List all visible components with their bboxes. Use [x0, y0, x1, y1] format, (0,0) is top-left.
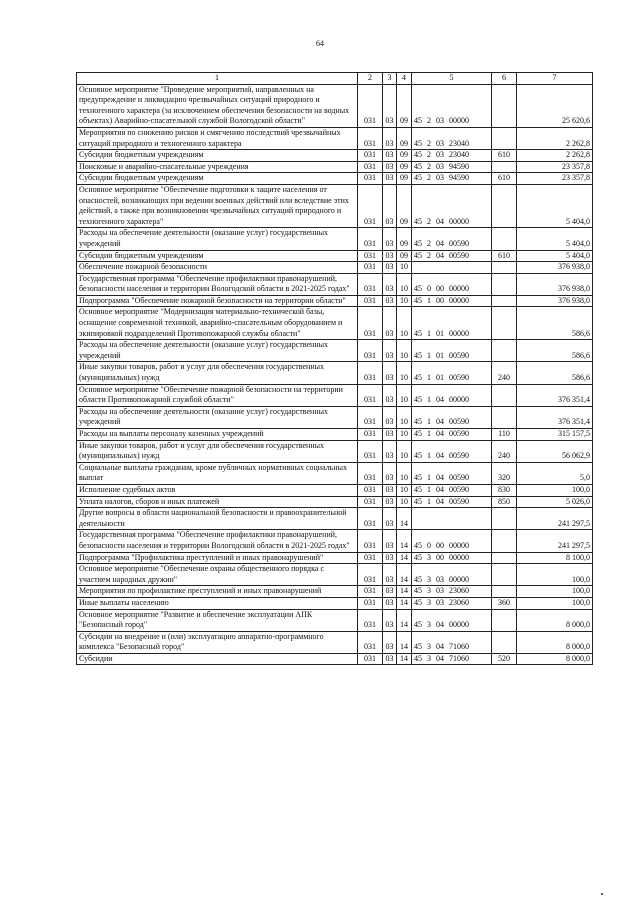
expense-type-cell [492, 228, 517, 250]
target-article-cell: 45 3 03 00000 [412, 564, 492, 586]
table-row [77, 484, 593, 496]
expense-type-cell [492, 161, 517, 173]
grbs-cell: 031 [358, 362, 383, 384]
section-cell: 03 [383, 384, 397, 406]
grbs-cell: 031 [358, 462, 383, 484]
amount-cell: 100,0 [517, 597, 593, 609]
target-article-cell: 45 1 01 00000 [412, 307, 492, 340]
grbs-cell: 031 [358, 631, 383, 653]
section-cell: 03 [383, 440, 397, 462]
target-article-cell: 45 3 03 23060 [412, 586, 492, 598]
column-header: 5 [412, 73, 492, 85]
row-name-cell: Основное мероприятие "Проведение мероприятий, направленных на предупреждение и ликвидацию чрезвычайных ситуаций природного и техногенного характера (за исключением обеспечения безопасности на водных объектах) Аварийно-спасательной службой Вологодской области" [77, 84, 358, 127]
subsection-cell: 14 [397, 552, 412, 564]
amount-cell: 2 262,8 [517, 127, 593, 149]
section-cell: 03 [383, 429, 397, 441]
amount-cell: 376 938,0 [517, 273, 593, 295]
table-row [77, 340, 593, 362]
target-article-cell: 45 2 04 00590 [412, 228, 492, 250]
table-row [77, 631, 593, 653]
subsection-cell: 10 [397, 262, 412, 274]
row-name-cell: Основное мероприятие "Обеспечение подготовки к защите населения от опасностей, возникающих при ведении военных действий или вследствие этих действий, а также при возникновении чрезвычайных ситуаций природного и техногенного характера" [77, 184, 358, 227]
amount-cell: 376 938,0 [517, 262, 593, 274]
subsection-cell: 10 [397, 440, 412, 462]
target-article-cell [412, 508, 492, 530]
subsection-cell: 09 [397, 150, 412, 162]
target-article-cell: 45 2 03 23040 [412, 150, 492, 162]
expense-type-cell [492, 84, 517, 127]
section-cell: 03 [383, 597, 397, 609]
row-name-cell: Государственная программа "Обеспечение профилактики правонарушений, безопасности населения и территории Вологодской области в 2021-2025 годах" [77, 273, 358, 295]
table-row [77, 429, 593, 441]
amount-cell: 586,6 [517, 362, 593, 384]
section-cell: 03 [383, 653, 397, 665]
grbs-cell: 031 [358, 586, 383, 598]
amount-cell: 5 404,0 [517, 228, 593, 250]
section-cell: 03 [383, 161, 397, 173]
grbs-cell: 031 [358, 530, 383, 552]
amount-cell: 56 062,9 [517, 440, 593, 462]
column-header: 2 [358, 73, 383, 85]
row-name-cell: Иные закупки товаров, работ и услуг для обеспечения государственных (муниципальных) нужд [77, 440, 358, 462]
column-header: 7 [517, 73, 593, 85]
subsection-cell: 10 [397, 340, 412, 362]
target-article-cell: 45 3 03 23060 [412, 597, 492, 609]
subsection-cell: 10 [397, 362, 412, 384]
subsection-cell: 09 [397, 184, 412, 227]
amount-cell: 5 026,0 [517, 496, 593, 508]
target-article-cell: 45 1 04 00590 [412, 406, 492, 428]
table-row [77, 262, 593, 274]
section-cell: 03 [383, 496, 397, 508]
target-article-cell: 45 2 03 94590 [412, 173, 492, 185]
amount-cell: 376 938,0 [517, 295, 593, 307]
subsection-cell: 10 [397, 295, 412, 307]
amount-cell: 100,0 [517, 564, 593, 586]
grbs-cell: 031 [358, 384, 383, 406]
grbs-cell: 031 [358, 609, 383, 631]
amount-cell: 5,0 [517, 462, 593, 484]
table-row [77, 84, 593, 127]
subsection-cell: 09 [397, 228, 412, 250]
amount-cell: 23 357,8 [517, 173, 593, 185]
grbs-cell: 031 [358, 307, 383, 340]
table-row [77, 406, 593, 428]
expense-type-cell: 830 [492, 484, 517, 496]
expense-type-cell [492, 406, 517, 428]
section-cell: 03 [383, 609, 397, 631]
budget-table [76, 72, 593, 665]
grbs-cell: 031 [358, 228, 383, 250]
target-article-cell: 45 2 04 00000 [412, 184, 492, 227]
table-row [77, 295, 593, 307]
column-header: 3 [383, 73, 397, 85]
target-article-cell [412, 262, 492, 274]
amount-cell: 241 297,5 [517, 508, 593, 530]
section-cell: 03 [383, 228, 397, 250]
target-article-cell: 45 2 03 94590 [412, 161, 492, 173]
expense-type-cell [492, 127, 517, 149]
expense-type-cell [492, 609, 517, 631]
table-body [77, 84, 593, 665]
amount-cell: 100,0 [517, 586, 593, 598]
target-article-cell: 45 0 00 00000 [412, 273, 492, 295]
amount-cell: 586,6 [517, 340, 593, 362]
subsection-cell: 14 [397, 653, 412, 665]
subsection-cell: 10 [397, 429, 412, 441]
section-cell: 03 [383, 184, 397, 227]
table-row [77, 609, 593, 631]
section-cell: 03 [383, 508, 397, 530]
table-row [77, 127, 593, 149]
row-name-cell: Основное мероприятие "Модернизация материально-технической базы, оснащение современной техникой, аварийно-спасательным оборудованием и экипировкой подразделений Противопожарной службы области" [77, 307, 358, 340]
section-cell: 03 [383, 262, 397, 274]
subsection-cell: 14 [397, 586, 412, 598]
subsection-cell: 14 [397, 597, 412, 609]
amount-cell: 5 404,0 [517, 250, 593, 262]
grbs-cell: 031 [358, 250, 383, 262]
target-article-cell: 45 1 04 00590 [412, 462, 492, 484]
grbs-cell: 031 [358, 508, 383, 530]
section-cell: 03 [383, 84, 397, 127]
expense-type-cell: 520 [492, 653, 517, 665]
target-article-cell: 45 2 04 00590 [412, 250, 492, 262]
target-article-cell: 45 1 04 00590 [412, 429, 492, 441]
table-row [77, 462, 593, 484]
page-mark [601, 893, 603, 895]
subsection-cell: 14 [397, 609, 412, 631]
row-name-cell: Иные закупки товаров, работ и услуг для обеспечения государственных (муниципальных) нужд [77, 362, 358, 384]
expense-type-cell [492, 384, 517, 406]
subsection-cell: 09 [397, 127, 412, 149]
row-name-cell: Основное мероприятие "Развитие и обеспечение эксплуатации АПК "Безопасный город" [77, 609, 358, 631]
row-name-cell: Субсидии бюджетным учреждениям [77, 173, 358, 185]
target-article-cell: 45 3 04 71060 [412, 653, 492, 665]
amount-cell: 586,6 [517, 307, 593, 340]
expense-type-cell: 610 [492, 150, 517, 162]
amount-cell: 23 357,8 [517, 161, 593, 173]
table-row [77, 597, 593, 609]
table-header-row [77, 73, 593, 85]
grbs-cell: 031 [358, 406, 383, 428]
expense-type-cell: 240 [492, 362, 517, 384]
row-name-cell: Расходы на обеспечение деятельности (оказание услуг) государственных учреждений [77, 406, 358, 428]
subsection-cell: 09 [397, 84, 412, 127]
row-name-cell: Субсидии бюджетным учреждениям [77, 150, 358, 162]
grbs-cell: 031 [358, 597, 383, 609]
target-article-cell: 45 0 00 00000 [412, 530, 492, 552]
row-name-cell: Мероприятия по профилактике преступлений и иных правонарушений [77, 586, 358, 598]
target-article-cell: 45 3 04 00000 [412, 609, 492, 631]
subsection-cell: 09 [397, 173, 412, 185]
expense-type-cell: 110 [492, 429, 517, 441]
subsection-cell: 09 [397, 250, 412, 262]
section-cell: 03 [383, 173, 397, 185]
expense-type-cell [492, 586, 517, 598]
row-name-cell: Расходы на обеспечение деятельности (оказание услуг) государственных учреждений [77, 228, 358, 250]
page-number: 64 [316, 39, 324, 48]
amount-cell: 2 262,8 [517, 150, 593, 162]
subsection-cell: 10 [397, 273, 412, 295]
amount-cell: 5 404,0 [517, 184, 593, 227]
grbs-cell: 031 [358, 440, 383, 462]
expense-type-cell [492, 508, 517, 530]
amount-cell: 25 620,6 [517, 84, 593, 127]
section-cell: 03 [383, 307, 397, 340]
grbs-cell: 031 [358, 295, 383, 307]
subsection-cell: 10 [397, 462, 412, 484]
target-article-cell: 45 3 00 00000 [412, 552, 492, 564]
section-cell: 03 [383, 484, 397, 496]
section-cell: 03 [383, 530, 397, 552]
expense-type-cell [492, 262, 517, 274]
grbs-cell: 031 [358, 484, 383, 496]
table-row [77, 508, 593, 530]
amount-cell: 315 157,5 [517, 429, 593, 441]
grbs-cell: 031 [358, 173, 383, 185]
amount-cell: 8 000,0 [517, 631, 593, 653]
table-row [77, 250, 593, 262]
grbs-cell: 031 [358, 496, 383, 508]
row-name-cell: Субсидии бюджетным учреждениям [77, 250, 358, 262]
expense-type-cell [492, 340, 517, 362]
expense-type-cell: 610 [492, 173, 517, 185]
column-header: 1 [77, 73, 358, 85]
section-cell: 03 [383, 406, 397, 428]
grbs-cell: 031 [358, 127, 383, 149]
row-name-cell: Подпрограмма "Обеспечение пожарной безопасности на территории области" [77, 295, 358, 307]
subsection-cell: 10 [397, 307, 412, 340]
grbs-cell: 031 [358, 340, 383, 362]
row-name-cell: Субсидии [77, 653, 358, 665]
row-name-cell: Подпрограмма "Профилактика преступлений и иных правонарушений" [77, 552, 358, 564]
row-name-cell: Другие вопросы в области национальной безопасности и правоохранительной деятельности [77, 508, 358, 530]
row-name-cell: Исполнение судебных актов [77, 484, 358, 496]
grbs-cell: 031 [358, 564, 383, 586]
expense-type-cell: 240 [492, 440, 517, 462]
amount-cell: 241 297,5 [517, 530, 593, 552]
amount-cell: 376 351,4 [517, 384, 593, 406]
section-cell: 03 [383, 462, 397, 484]
subsection-cell: 09 [397, 161, 412, 173]
target-article-cell: 45 1 04 00590 [412, 440, 492, 462]
row-name-cell: Расходы на выплаты персоналу казенных учреждений [77, 429, 358, 441]
table-row [77, 440, 593, 462]
target-article-cell: 45 1 00 00000 [412, 295, 492, 307]
subsection-cell: 14 [397, 530, 412, 552]
row-name-cell: Основное мероприятие "Обеспечение пожарной безопасности на территории области Противопожарной службой области" [77, 384, 358, 406]
subsection-cell: 14 [397, 564, 412, 586]
row-name-cell: Основное мероприятие "Обеспечение охраны общественного порядка с участием народных дружин" [77, 564, 358, 586]
grbs-cell: 031 [358, 262, 383, 274]
column-header: 4 [397, 73, 412, 85]
target-article-cell: 45 1 04 00000 [412, 384, 492, 406]
expense-type-cell: 320 [492, 462, 517, 484]
section-cell: 03 [383, 127, 397, 149]
target-article-cell: 45 1 04 00590 [412, 496, 492, 508]
grbs-cell: 031 [358, 161, 383, 173]
grbs-cell: 031 [358, 184, 383, 227]
row-name-cell: Обеспечение пожарной безопасности [77, 262, 358, 274]
target-article-cell: 45 2 03 00000 [412, 84, 492, 127]
subsection-cell: 10 [397, 484, 412, 496]
expense-type-cell [492, 307, 517, 340]
table-row [77, 530, 593, 552]
table-row [77, 653, 593, 665]
section-cell: 03 [383, 150, 397, 162]
grbs-cell: 031 [358, 653, 383, 665]
table-row [77, 384, 593, 406]
amount-cell: 376 351,4 [517, 406, 593, 428]
row-name-cell: Мероприятия по снижению рисков и смягчению последствий чрезвычайных ситуаций природного и техногенного характера [77, 127, 358, 149]
expense-type-cell [492, 273, 517, 295]
section-cell: 03 [383, 564, 397, 586]
grbs-cell: 031 [358, 150, 383, 162]
expense-type-cell [492, 184, 517, 227]
row-name-cell: Поисковые и аварийно-спасательные учреждения [77, 161, 358, 173]
subsection-cell: 14 [397, 631, 412, 653]
table-row [77, 496, 593, 508]
expense-type-cell: 610 [492, 250, 517, 262]
expense-type-cell: 850 [492, 496, 517, 508]
section-cell: 03 [383, 273, 397, 295]
column-header: 6 [492, 73, 517, 85]
subsection-cell: 14 [397, 508, 412, 530]
expense-type-cell [492, 564, 517, 586]
table-row [77, 273, 593, 295]
grbs-cell: 031 [358, 273, 383, 295]
section-cell: 03 [383, 250, 397, 262]
section-cell: 03 [383, 586, 397, 598]
table-row [77, 228, 593, 250]
table-row [77, 362, 593, 384]
row-name-cell: Иные выплаты населению [77, 597, 358, 609]
section-cell: 03 [383, 552, 397, 564]
table-row [77, 184, 593, 227]
target-article-cell: 45 1 01 00590 [412, 340, 492, 362]
amount-cell: 8 100,0 [517, 552, 593, 564]
table-row [77, 552, 593, 564]
row-name-cell: Государственная программа "Обеспечение профилактики правонарушений, безопасности населения и территории Вологодской области в 2021-2025 годах" [77, 530, 358, 552]
table-row [77, 161, 593, 173]
subsection-cell: 10 [397, 384, 412, 406]
expense-type-cell [492, 530, 517, 552]
amount-cell: 100,0 [517, 484, 593, 496]
target-article-cell: 45 2 03 23040 [412, 127, 492, 149]
section-cell: 03 [383, 295, 397, 307]
row-name-cell: Субсидии на внедрение и (или) эксплуатацию аппаратно-программного комплекса "Безопасный город" [77, 631, 358, 653]
table-row [77, 150, 593, 162]
expense-type-cell [492, 552, 517, 564]
section-cell: 03 [383, 631, 397, 653]
table-row [77, 307, 593, 340]
target-article-cell: 45 3 04 71060 [412, 631, 492, 653]
subsection-cell: 10 [397, 406, 412, 428]
expense-type-cell [492, 295, 517, 307]
row-name-cell: Расходы на обеспечение деятельности (оказание услуг) государственных учреждений [77, 340, 358, 362]
row-name-cell: Социальные выплаты гражданам, кроме публичных нормативных социальных выплат [77, 462, 358, 484]
amount-cell: 8 000,0 [517, 653, 593, 665]
row-name-cell: Уплата налогов, сборов и иных платежей [77, 496, 358, 508]
target-article-cell: 45 1 04 00590 [412, 484, 492, 496]
table-row [77, 586, 593, 598]
expense-type-cell: 360 [492, 597, 517, 609]
table-row [77, 173, 593, 185]
section-cell: 03 [383, 340, 397, 362]
grbs-cell: 031 [358, 429, 383, 441]
table-row [77, 564, 593, 586]
amount-cell: 8 000,0 [517, 609, 593, 631]
grbs-cell: 031 [358, 84, 383, 127]
grbs-cell: 031 [358, 552, 383, 564]
section-cell: 03 [383, 362, 397, 384]
target-article-cell: 45 1 01 00590 [412, 362, 492, 384]
subsection-cell: 10 [397, 496, 412, 508]
expense-type-cell [492, 631, 517, 653]
